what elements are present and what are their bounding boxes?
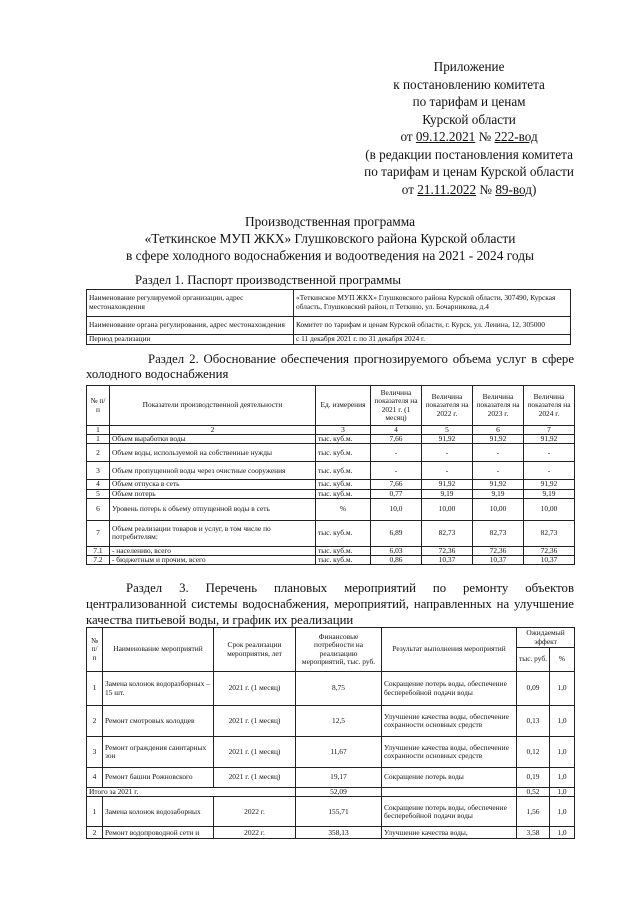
passport-value: «Теткинское МУП ЖКХ» Глушковского района Курской области, 307490, Курская область, Глушковский район, п Теткино, ул. Бочарникова, д.4	[294, 290, 571, 317]
row-value: 9,19	[524, 489, 575, 498]
row-value: 0,86	[371, 556, 422, 565]
row-value: -	[524, 462, 575, 480]
row-result: Сокращение потерь воды, обеспечение бесперебойной подачи воды	[382, 672, 517, 706]
row-unit: тыс. куб.м.	[316, 444, 371, 462]
table-row	[87, 737, 575, 768]
table-row	[87, 489, 575, 498]
row-value: 72,36	[524, 546, 575, 555]
passport-label: Наименование регулируемой организации, адрес местонахождения	[87, 290, 294, 317]
row-finance: 11,67	[296, 737, 382, 768]
volume-header-row	[87, 386, 575, 426]
row-value: 9,19	[422, 489, 473, 498]
row-num: 2	[87, 827, 103, 839]
row-name: Ремонт башни Рожновского	[103, 768, 214, 788]
row-value: 10,00	[473, 498, 524, 520]
appendix-date-line	[364, 128, 574, 146]
table-row	[87, 546, 575, 555]
row-value: 6,89	[371, 520, 422, 546]
passport-value: с 11 декабря 2021 г. по 31 декабря 2024 г.	[294, 335, 571, 345]
total-row	[87, 788, 575, 797]
row-value: 10,37	[473, 556, 524, 565]
row-num: 1	[87, 797, 103, 827]
header-effect: Ожидаемый эффект	[517, 628, 575, 648]
total-rub: 0,52	[517, 788, 550, 797]
row-value: 72,36	[422, 546, 473, 555]
column-number-row	[87, 426, 575, 435]
edit-date: 21.11.2022	[417, 181, 477, 197]
volume-table	[86, 385, 575, 565]
row-value: 10,37	[524, 556, 575, 565]
row-rub: 0,19	[517, 768, 550, 788]
row-value: 91,92	[422, 480, 473, 489]
row-value: 9,19	[473, 489, 524, 498]
row-pct: 1,0	[550, 672, 575, 706]
header-2021: Величина показателя на 2021 г. (1 месяц)	[371, 386, 422, 426]
row-value: -	[422, 462, 473, 480]
row-value: 72,36	[473, 546, 524, 555]
row-value: 91,92	[422, 435, 473, 444]
row-name: Замена колонок водоразборных – 15 шт.	[103, 672, 214, 706]
row-name: - бюджетным и прочим, всего	[110, 556, 316, 565]
row-num: 7	[87, 520, 110, 546]
table-row	[87, 462, 575, 480]
row-num: 4	[87, 768, 103, 788]
header-finance: Финансовые потребности на реализацию мероприятий, тыс. руб.	[296, 628, 382, 672]
row-value: -	[473, 462, 524, 480]
appendix-block	[364, 58, 574, 198]
row-num: 2	[87, 444, 110, 462]
row-value: 82,73	[524, 520, 575, 546]
row-unit: тыс. куб.м.	[316, 480, 371, 489]
table-row	[87, 797, 575, 827]
row-finance: 8,75	[296, 672, 382, 706]
row-value: 10,00	[422, 498, 473, 520]
row-finance: 358,13	[296, 827, 382, 839]
total-label: Итого за 2021 г.	[87, 788, 296, 797]
from-word: от	[400, 129, 416, 144]
appendix-line1: Приложение	[433, 59, 505, 74]
total-result-empty	[382, 788, 517, 797]
row-period: 2022 г.	[214, 797, 296, 827]
row-num: 1	[87, 672, 103, 706]
row-num: 3	[87, 462, 110, 480]
row-rub: 3,58	[517, 827, 550, 839]
col-number: 1	[87, 426, 110, 435]
row-num: 4	[87, 480, 110, 489]
row-num: 6	[87, 498, 110, 520]
row-name: Объем реализации товаров и услуг, в том числе по потребителям:	[110, 520, 316, 546]
row-num: 7.2	[87, 556, 110, 565]
total-finance: 52,09	[296, 788, 382, 797]
edit-line2: по тарифам и ценам Курской области	[364, 164, 574, 179]
passport-table	[86, 289, 571, 345]
row-name: Ремонт смотровых колодцев	[103, 706, 214, 737]
resolution-date: 09.12.2021	[415, 129, 476, 144]
edit-date-line	[364, 181, 574, 199]
header-rub: тыс. руб.	[517, 648, 550, 672]
row-name: Объем потерь	[110, 489, 316, 498]
col-number: 6	[473, 426, 524, 435]
passport-label: Наименование органа регулирования, адрес местонахождения	[87, 317, 294, 335]
header-name: Наименование мероприятий	[103, 628, 214, 672]
row-finance: 155,71	[296, 797, 382, 827]
title-line3: в сфере холодного водоснабжения и водоотведения на 2021 - 2024 годы	[125, 248, 535, 263]
title-line1: Производственная программа	[244, 214, 416, 229]
row-unit: тыс. куб.м.	[316, 520, 371, 546]
row-pct: 1,0	[550, 706, 575, 737]
edit-line1: (в редакции постановления комитета	[365, 146, 573, 162]
table-row	[87, 672, 575, 706]
row-period: 2021 г. (1 месяц)	[214, 737, 296, 768]
row-value: -	[524, 444, 575, 462]
measures-table	[86, 627, 575, 839]
row-value: -	[422, 444, 473, 462]
row-unit: тыс. куб.м.	[316, 546, 371, 555]
section1-heading: Раздел 1. Паспорт производственной программы	[135, 273, 401, 287]
row-name: Ремонт ограждения санитарных зон	[103, 737, 214, 768]
row-value: 6,03	[371, 546, 422, 555]
row-result: Улучшение качества воды, обеспечение сохранности основных средств	[382, 706, 517, 737]
header-2022: Величина показателя на 2022 г.	[422, 386, 473, 426]
row-value: 10,00	[524, 498, 575, 520]
resolution-number: 222-вод	[494, 129, 538, 144]
num-sign: №	[475, 129, 495, 144]
row-pct: 1,0	[550, 737, 575, 768]
row-value: 7,66	[371, 435, 422, 444]
col-number: 3	[316, 426, 371, 435]
col-number: 5	[422, 426, 473, 435]
edit-num-sign: №	[476, 181, 496, 197]
row-period: 2021 г. (1 месяц)	[214, 706, 296, 737]
passport-row	[87, 290, 571, 317]
passport-value: Комитет по тарифам и ценам Курской области, г. Курск, ул. Ленина, 12, 305000	[294, 317, 571, 335]
row-rub: 0,12	[517, 737, 550, 768]
row-rub: 0,13	[517, 706, 550, 737]
row-unit: тыс. куб.м.	[316, 489, 371, 498]
edit-close-paren: )	[531, 181, 537, 197]
header-2023: Величина показателя на 2023 г.	[473, 386, 524, 426]
row-num: 3	[87, 737, 103, 768]
row-num: 7.1	[87, 546, 110, 555]
header-num: № п/п	[87, 386, 110, 426]
row-finance: 12,5	[296, 706, 382, 737]
row-result: Улучшение качества воды,	[382, 827, 517, 839]
row-period: 2021 г. (1 месяц)	[214, 768, 296, 788]
title-line2: «Теткинское МУП ЖКХ» Глушковского района Курской области	[144, 231, 516, 246]
appendix-line2: к постановлению комитета	[393, 76, 545, 92]
header-period: Срок реализации мероприятия, лет	[214, 628, 296, 672]
table-row	[87, 706, 575, 737]
row-value: 7,66	[371, 480, 422, 489]
passport-label: Период реализации	[87, 335, 294, 345]
passport-row	[87, 335, 571, 345]
edit-number: 89-вод	[495, 181, 532, 197]
row-name: - населению, всего	[110, 546, 316, 555]
measures-header-row	[87, 628, 575, 648]
row-num: 5	[87, 489, 110, 498]
passport-row	[87, 317, 571, 335]
row-value: 82,73	[473, 520, 524, 546]
row-rub: 1,56	[517, 797, 550, 827]
section2-heading: Раздел 2. Обоснование обеспечения прогнозируемого объема услуг в сфере холодного водоснабжения	[86, 352, 574, 381]
row-value: 0,77	[371, 489, 422, 498]
row-result: Сокращение потерь воды, обеспечение бесперебойной подачи воды	[382, 797, 517, 827]
header-unit: Ед. измерения	[316, 386, 371, 426]
row-pct: 1,0	[550, 768, 575, 788]
appendix-line4: Курской области	[422, 111, 516, 127]
row-result: Улучшение качества воды, обеспечение сохранности основных средств	[382, 737, 517, 768]
row-name: Ремонт водопроводной сети и	[103, 827, 214, 839]
row-period: 2022 г.	[214, 827, 296, 839]
row-num: 2	[87, 706, 103, 737]
row-finance: 19,17	[296, 768, 382, 788]
table-row	[87, 498, 575, 520]
row-pct: 1,0	[550, 827, 575, 839]
header-indicator: Показатели производственной деятельности	[110, 386, 316, 426]
row-value: 10,37	[422, 556, 473, 565]
row-period: 2021 г. (1 месяц)	[214, 672, 296, 706]
row-value: 10,0	[371, 498, 422, 520]
row-value: 91,92	[524, 435, 575, 444]
col-number: 7	[524, 426, 575, 435]
row-pct: 1,0	[550, 797, 575, 827]
document-title	[90, 213, 570, 264]
row-value: -	[371, 462, 422, 480]
row-value: 91,92	[473, 480, 524, 489]
total-pct: 1,0	[550, 788, 575, 797]
row-value: -	[371, 444, 422, 462]
row-name: Объем выработки воды	[110, 435, 316, 444]
col-number: 2	[110, 426, 316, 435]
row-value: 82,73	[422, 520, 473, 546]
edit-from-word: от	[401, 181, 418, 197]
row-unit: тыс. куб.м.	[316, 435, 371, 444]
table-row	[87, 435, 575, 444]
row-unit: тыс. куб.м.	[316, 462, 371, 480]
table-row	[87, 520, 575, 546]
table-row	[87, 556, 575, 565]
header-2024: Величина показателя на 2024 г.	[524, 386, 575, 426]
row-name: Объем пропущенной воды через очистные сооружения	[110, 462, 316, 480]
row-result: Сокращение потерь воды	[382, 768, 517, 788]
row-value: 91,92	[524, 480, 575, 489]
row-unit: тыс. куб.м.	[316, 556, 371, 565]
table-row	[87, 480, 575, 489]
row-name: Уровень потерь к объему отпущенной воды в сеть	[110, 498, 316, 520]
table-row	[87, 827, 575, 839]
col-number: 4	[371, 426, 422, 435]
section3-heading: Раздел 3. Перечень плановых мероприятий по ремонту объектов централизованной системы водоснабжения, мероприятий, направленных на улучшение качества питьевой воды, и график их реализации	[86, 581, 574, 627]
header-result: Результат выполнения мероприятий	[382, 628, 517, 672]
row-unit: %	[316, 498, 371, 520]
table-row	[87, 444, 575, 462]
row-name: Объем воды, используемой на собственные нужды	[110, 444, 316, 462]
header-pct: %	[550, 648, 575, 672]
appendix-line3: по тарифам и ценам	[412, 94, 526, 109]
table-row	[87, 768, 575, 788]
row-value: 91,92	[473, 435, 524, 444]
row-name: Объем отпуска в сеть	[110, 480, 316, 489]
row-value: -	[473, 444, 524, 462]
row-name: Замена колонок водозаборных	[103, 797, 214, 827]
row-rub: 0,09	[517, 672, 550, 706]
header-num: № п/ п	[87, 628, 103, 672]
row-num: 1	[87, 435, 110, 444]
